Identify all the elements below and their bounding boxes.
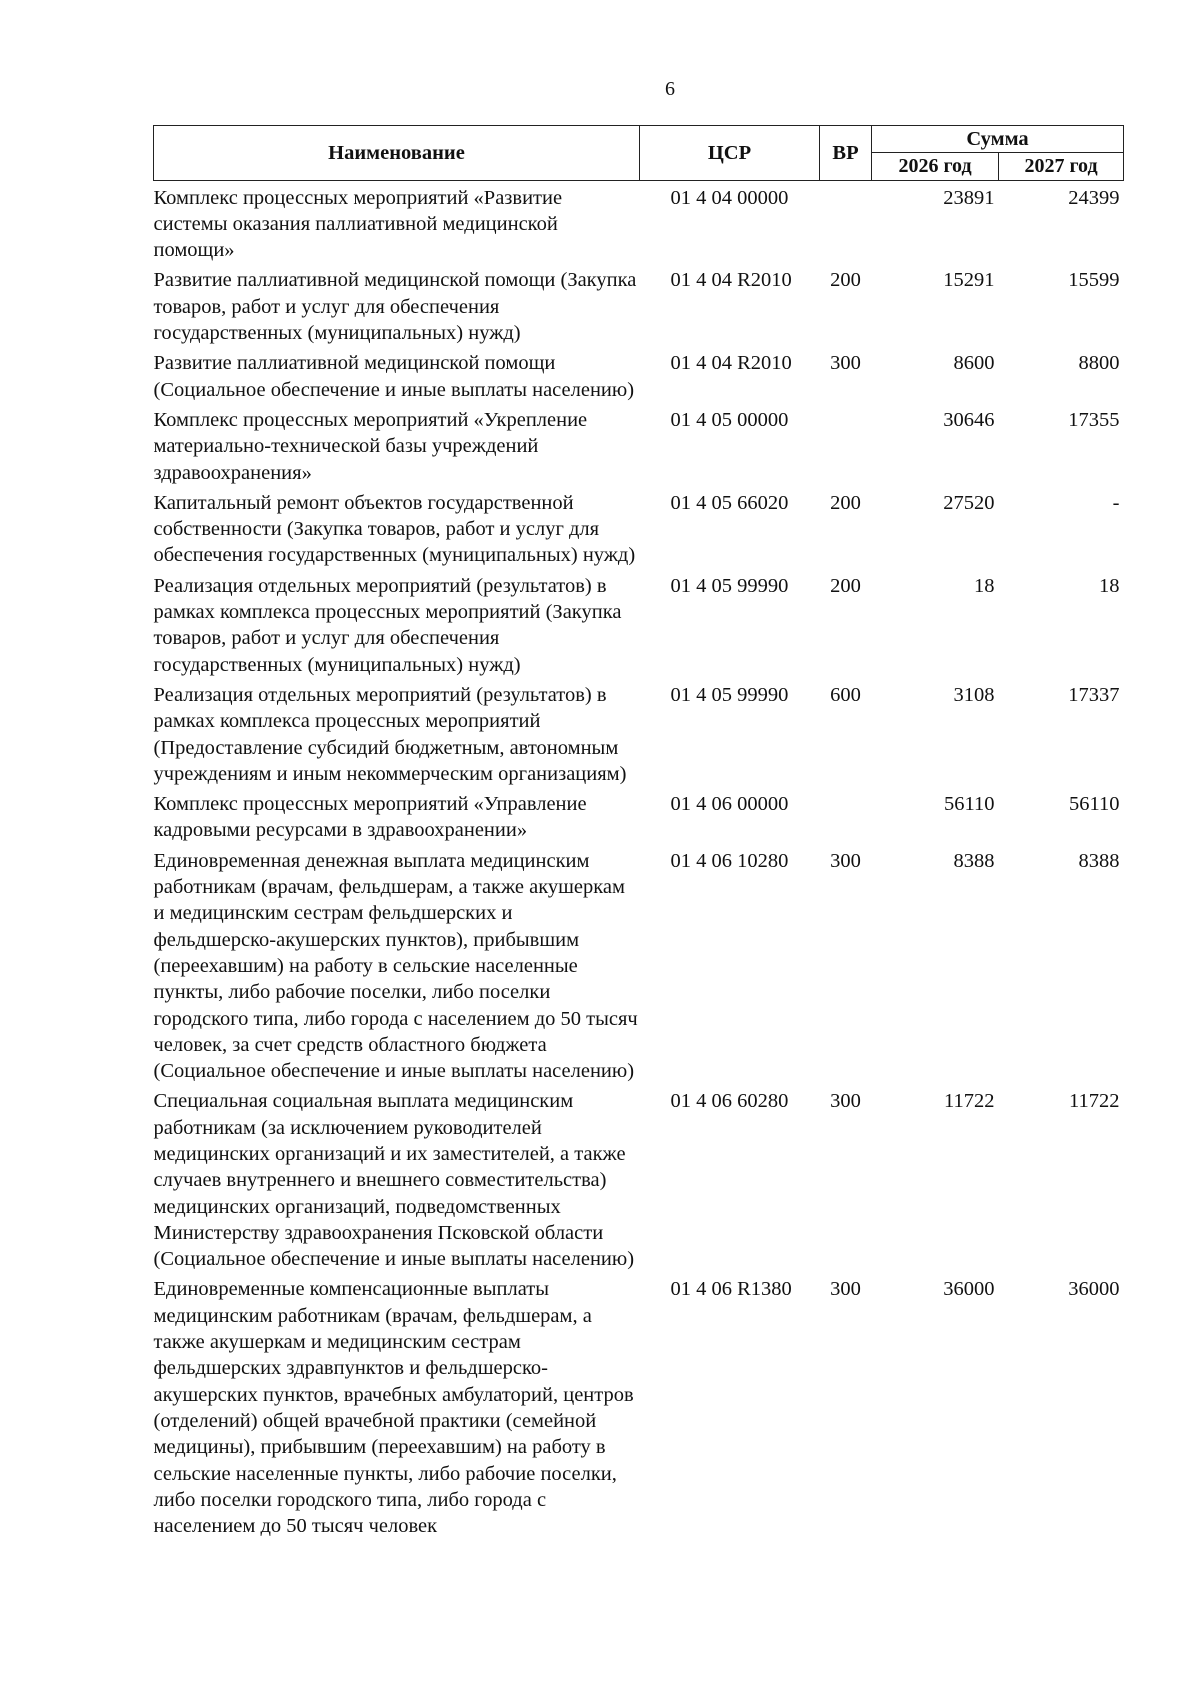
row-csr-cell: 01 4 05 99990 — [670, 683, 789, 706]
row-vr-cell — [820, 787, 872, 844]
row-name-cell: Капитальный ремонт объектов государственной собственности (Закупка товаров, работ и услуг для обеспечения государственных (муниципальных) нужд) — [153, 491, 636, 567]
row-amount-2027-cell: 17337 — [1068, 683, 1120, 706]
row-amount-2027-cell: 18 — [1099, 574, 1120, 597]
row-amount-2026-cell: 27520 — [943, 491, 995, 514]
header-csr: ЦСР — [640, 126, 820, 181]
row-csr-cell: 01 4 04 R2010 — [670, 269, 792, 292]
row-name-cell: Комплекс процессных мероприятий «Укрепление материально-технической базы учреждений здравоохранения» — [153, 408, 588, 484]
row-amount-2026-cell: 3108 — [953, 683, 995, 706]
row-amount-2026-cell: 11722 — [944, 1090, 995, 1113]
table-row — [154, 403, 1124, 486]
row-vr-cell: 200 — [830, 491, 861, 514]
row-vr-cell — [820, 180, 872, 263]
row-amount-2026-cell: 15291 — [943, 269, 995, 292]
row-amount-2027-cell: 17355 — [1068, 408, 1120, 431]
table-row — [154, 1272, 1124, 1539]
row-amount-2026-cell: 8600 — [953, 352, 995, 375]
row-csr-cell: 01 4 06 10280 — [670, 849, 789, 872]
table-row — [154, 486, 1124, 569]
row-vr-cell: 600 — [830, 683, 861, 706]
table-row — [154, 844, 1124, 1085]
table-row — [154, 180, 1124, 263]
row-name-cell: Реализация отдельных мероприятий (результатов) в рамках комплекса процессных мероприятий (Предоставление субсидий бюджетным, автономным учреждениям и иным некоммерческим организациям) — [153, 683, 627, 785]
row-amount-2027-cell: 36000 — [1068, 1278, 1120, 1301]
row-name-cell: Развитие паллиативной медицинской помощи (Социальное обеспечение и иные выплаты населению) — [153, 352, 635, 401]
row-amount-2026-cell: 8388 — [953, 849, 995, 872]
row-csr-cell: 01 4 06 00000 — [670, 793, 789, 816]
row-vr-cell: 200 — [830, 574, 861, 597]
row-name-cell: Комплекс процессных мероприятий «Управление кадровыми ресурсами в здравоохранении» — [153, 793, 587, 842]
row-vr-cell: 200 — [830, 269, 861, 292]
row-amount-2026-cell: 56110 — [944, 793, 995, 816]
table-row — [154, 1084, 1124, 1272]
row-name-cell: Единовременные компенсационные выплаты медицинским работникам (врачам, фельдшерам, а также акушеркам и медицинским сестрам фельдшерских здравпунктов и фельдшерско-акушерских пунктов, врачебных амбулаторий, центров (отделений) общей врачебной практики (семейной медицины), прибывшим (переехавшим) на работу в сельские населенные пункты, либо рабочие поселки, либо поселки городского типа, либо города с населением до 50 тысяч человек — [153, 1278, 634, 1538]
page-number: 6 — [665, 78, 675, 100]
table-row — [154, 569, 1124, 678]
row-name-cell: Специальная социальная выплата медицинским работникам (за исключением руководителей медицинских организаций и их заместителей, а также случаев внутреннего и внешнего совместительства) медицинских организаций, подведомственных Министерству здравоохранения Псковской области (Социальное обеспечение и иные выплаты населению) — [153, 1090, 635, 1271]
table-row — [154, 678, 1124, 787]
row-name-cell: Развитие паллиативной медицинской помощи (Закупка товаров, работ и услуг для обеспечения государственных (муниципальных) нужд) — [153, 269, 637, 345]
table-body — [154, 180, 1124, 1539]
row-csr-cell: 01 4 05 66020 — [670, 491, 789, 514]
header-year-2026: 2026 год — [872, 153, 999, 180]
header-year-2027: 2027 год — [999, 153, 1124, 180]
row-csr-cell: 01 4 05 99990 — [670, 574, 789, 597]
row-vr-cell: 300 — [830, 849, 861, 872]
row-amount-2026-cell: 36000 — [943, 1278, 995, 1301]
row-amount-2027-cell: 11722 — [1069, 1090, 1120, 1113]
table-row — [154, 787, 1124, 844]
row-amount-2026-cell: 30646 — [943, 408, 995, 431]
row-amount-2027-cell: - — [1112, 491, 1120, 514]
row-vr-cell — [820, 403, 872, 486]
row-csr-cell: 01 4 06 60280 — [670, 1090, 789, 1113]
header-sum: Сумма — [872, 126, 1124, 153]
row-csr-cell: 01 4 06 R1380 — [670, 1278, 792, 1301]
header-name: Наименование — [154, 126, 640, 181]
row-csr-cell: 01 4 04 00000 — [670, 186, 789, 209]
row-amount-2027-cell: 56110 — [1069, 793, 1120, 816]
table-header — [154, 126, 1124, 181]
row-vr-cell: 300 — [830, 1278, 861, 1301]
row-amount-2026-cell: 18 — [974, 574, 995, 597]
row-name-cell: Единовременная денежная выплата медицинским работникам (врачам, фельдшерам, а также акушеркам и медицинским сестрам фельдшерских и фельдшерско-акушерских пунктов), прибывшим (переехавшим) на работу в сельские населенные пункты, либо рабочие поселки, либо поселки городского типа, либо города с населением до 50 тысяч человек, за счет средств областного бюджета (Социальное обеспечение и иные выплаты населению) — [153, 849, 638, 1083]
table-row — [154, 346, 1124, 403]
row-csr-cell: 01 4 04 R2010 — [670, 352, 792, 375]
row-vr-cell: 300 — [830, 1090, 861, 1113]
row-amount-2027-cell: 8388 — [1078, 849, 1120, 872]
row-amount-2026-cell: 23891 — [943, 186, 995, 209]
row-amount-2027-cell: 8800 — [1078, 352, 1120, 375]
row-amount-2027-cell: 15599 — [1068, 269, 1120, 292]
row-vr-cell: 300 — [830, 352, 861, 375]
row-amount-2027-cell: 24399 — [1068, 186, 1120, 209]
row-csr-cell: 01 4 05 00000 — [670, 408, 789, 431]
row-name-cell: Комплекс процессных мероприятий «Развитие системы оказания паллиативной медицинской помощи» — [153, 186, 563, 262]
budget-table — [153, 125, 1124, 1539]
table-row — [154, 263, 1124, 346]
row-name-cell: Реализация отдельных мероприятий (результатов) в рамках комплекса процессных мероприятий (Закупка товаров, работ и услуг для обеспечения государственных (муниципальных) нужд) — [153, 574, 622, 676]
header-vr: ВР — [820, 126, 872, 181]
